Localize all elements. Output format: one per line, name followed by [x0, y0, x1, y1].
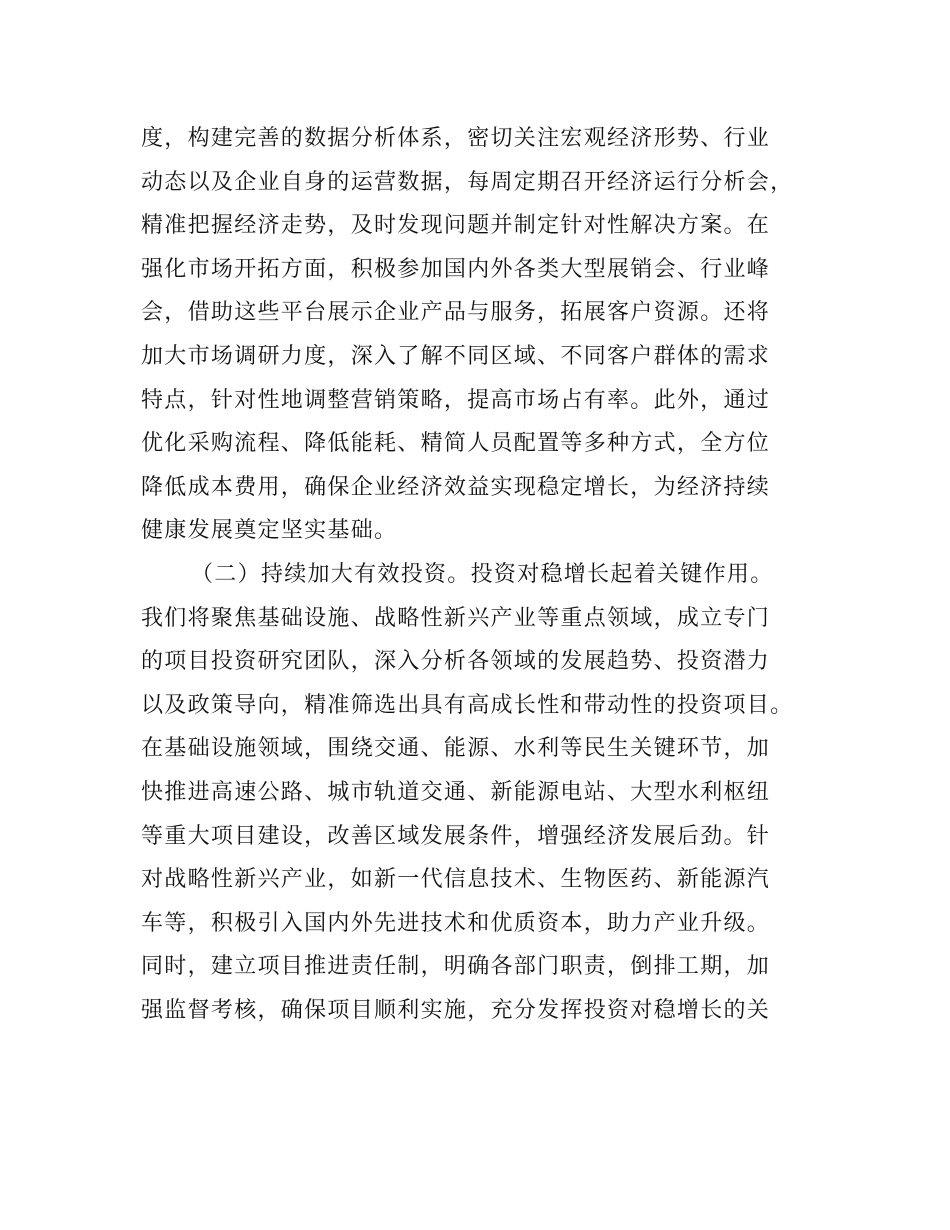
text-line: 降低成本费用，确保企业经济效益实现稳定增长，为经济持续 [141, 474, 771, 500]
text-line: 动态以及企业自身的运营数据，每周定期召开经济运行分析会， [141, 169, 794, 195]
text-line: 会，借助这些平台展示企业产品与服务，拓展客户资源。还将 [141, 300, 771, 326]
text-line: 以及政策导向，精准筛选出具有高成长性和带动性的投资项目。 [141, 692, 794, 718]
text-line: 加大市场调研力度，深入了解不同区域、不同客户群体的需求 [141, 343, 771, 369]
text-line: 我们将聚焦基础设施、战略性新兴产业等重点领域，成立专门 [141, 605, 771, 631]
paragraph-effective-investment [141, 553, 821, 1033]
text-line: 对战略性新兴产业，如新一代信息技术、生物医药、新能源汽 [141, 867, 771, 893]
text-line: 特点，针对性地调整营销策略，提高市场占有率。此外，通过 [141, 387, 771, 413]
text-line: 优化采购流程、降低能耗、精简人员配置等多种方式，全方位 [141, 431, 771, 457]
text-line: 快推进高速公路、城市轨道交通、新能源电站、大型水利枢纽 [141, 779, 771, 805]
text-line: 强化市场开拓方面，积极参加国内外各类大型展销会、行业峰 [141, 256, 771, 282]
text-line: 同时，建立项目推进责任制，明确各部门职责，倒排工期，加 [141, 954, 771, 980]
text-line: 车等，积极引入国内外先进技术和优质资本，助力产业升级。 [141, 910, 771, 936]
paragraph-continuation [141, 117, 821, 553]
text-line: 度，构建完善的数据分析体系，密切关注宏观经济形势、行业 [141, 126, 771, 151]
text-line: 健康发展奠定坚实基础。 [141, 518, 398, 544]
text-line: 在基础设施领域，围绕交通、能源、水利等民生关键环节，加 [141, 736, 771, 762]
section-heading-line: （二）持续加大有效投资。投资对稳增长起着关键作用。 [191, 561, 774, 587]
body-text [141, 117, 821, 1032]
text-line: 精准把握经济走势，及时发现问题并制定针对性解决方案。在 [141, 213, 771, 239]
text-line: 等重大项目建设，改善区域发展条件，增强经济发展后劲。针 [141, 823, 771, 849]
text-line: 强监督考核，确保项目顺利实施，充分发挥投资对稳增长的关 [141, 997, 771, 1023]
text-line: 的项目投资研究团队，深入分析各领域的发展趋势、投资潜力 [141, 649, 771, 675]
